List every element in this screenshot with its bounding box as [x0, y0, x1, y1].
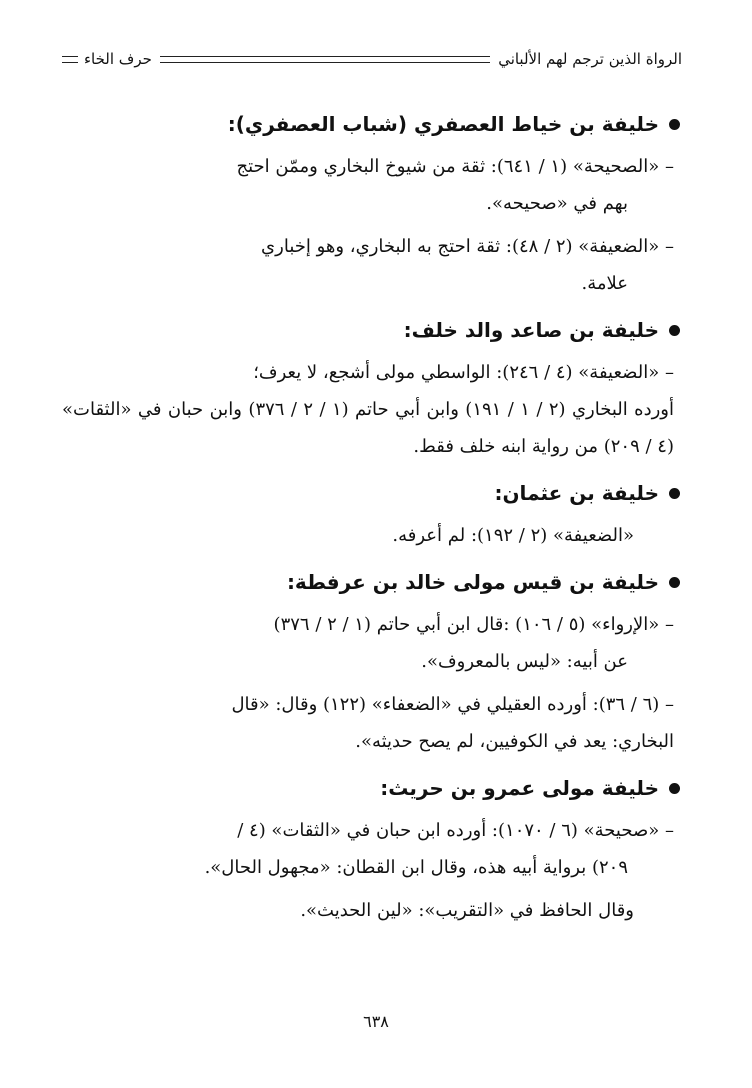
entry-paragraph — [62, 686, 680, 760]
entry — [62, 310, 680, 465]
entry — [62, 768, 680, 929]
paragraph-first: – (٦ / ٣٦): أورده العقيلي في «الضعفاء» (١٢٢) وقال: «قال — [231, 694, 674, 715]
entry-paragraph — [62, 228, 680, 302]
paragraph-rest: أورده البخاري (٢ / ١ / ١٩١) وابن أبي حاتم (١ / ٢ / ٣٧٦) وابن حبان في «الثقات» (٤ / ٢٠٩) من رواية ابنه خلف فقط. — [62, 399, 675, 457]
page-number: ٦٣٨ — [363, 1012, 389, 1031]
paragraph-first: وقال الحافظ في «التقريب»: «لين الحديث». — [300, 900, 634, 921]
page-body — [62, 96, 680, 935]
entry-heading — [62, 104, 680, 144]
bullet-icon — [669, 577, 680, 588]
bullet-icon — [669, 325, 680, 336]
bullet-icon — [669, 783, 680, 794]
header-rule — [160, 56, 490, 63]
entry — [62, 104, 680, 302]
chapter-title: حرف الخاء — [84, 50, 152, 68]
book-title: الرواة الذين ترجم لهم الألباني — [498, 50, 682, 68]
entry-paragraph — [62, 812, 680, 886]
entry-heading-text: خليفة بن قيس مولى خالد بن عرفطة: — [286, 570, 659, 594]
entry-heading-text: خليفة بن خياط العصفري (شباب العصفري): — [227, 112, 659, 136]
paragraph-first: – «صحيحة» (٦ / ١٠٧٠): أورده ابن حبان في «الثقات» (٤ / — [237, 820, 674, 841]
paragraph-first: – «الضعيفة» (٢ / ٤٨): ثقة احتج به البخاري، وهو إخباري — [261, 236, 674, 257]
entry-heading — [62, 473, 680, 513]
entry — [62, 562, 680, 760]
entry-paragraph — [62, 892, 680, 929]
entry-heading-text: خليفة بن عثمان: — [494, 481, 659, 505]
bullet-icon — [669, 488, 680, 499]
entry-heading — [62, 562, 680, 602]
paragraph-first: – «الضعيفة» (٤ / ٢٤٦): الواسطي مولى أشجع، لا يعرف؛ — [253, 362, 674, 383]
entry-heading — [62, 310, 680, 350]
paragraph-rest: البخاري: يعد في الكوفيين، لم يصح حديثه». — [355, 731, 674, 752]
paragraph-rest: عن أبيه: «ليس بالمعروف». — [421, 651, 628, 672]
entry-paragraph — [62, 517, 680, 554]
header-end-mark — [62, 56, 78, 63]
entry-heading — [62, 768, 680, 808]
paragraph-rest: بهم في «صحيحه». — [486, 193, 628, 214]
entry-paragraph — [62, 606, 680, 680]
paragraph-rest: ٢٠٩) برواية أبيه هذه، وقال ابن القطان: «مجهول الحال». — [204, 857, 628, 878]
entry-paragraph — [62, 148, 680, 222]
entry-heading-text: خليفة مولى عمرو بن حريث: — [380, 776, 659, 800]
paragraph-first: – «الإرواء» (٥ / ١٠٦) :قال ابن أبي حاتم (١ / ٢ / ٣٧٦) — [273, 614, 674, 635]
paragraph-first: «الضعيفة» (٢ / ١٩٢): لم أعرفه. — [392, 525, 634, 546]
bullet-icon — [669, 119, 680, 130]
paragraph-first: – «الصحيحة» (١ / ٦٤١): ثقة من شيوخ البخاري وممّن احتج — [236, 156, 674, 177]
entry — [62, 473, 680, 554]
paragraph-rest: علامة. — [581, 273, 628, 294]
running-header — [62, 42, 682, 76]
entry-heading-text: خليفة بن صاعد والد خلف: — [403, 318, 659, 342]
entry-paragraph — [62, 354, 680, 465]
